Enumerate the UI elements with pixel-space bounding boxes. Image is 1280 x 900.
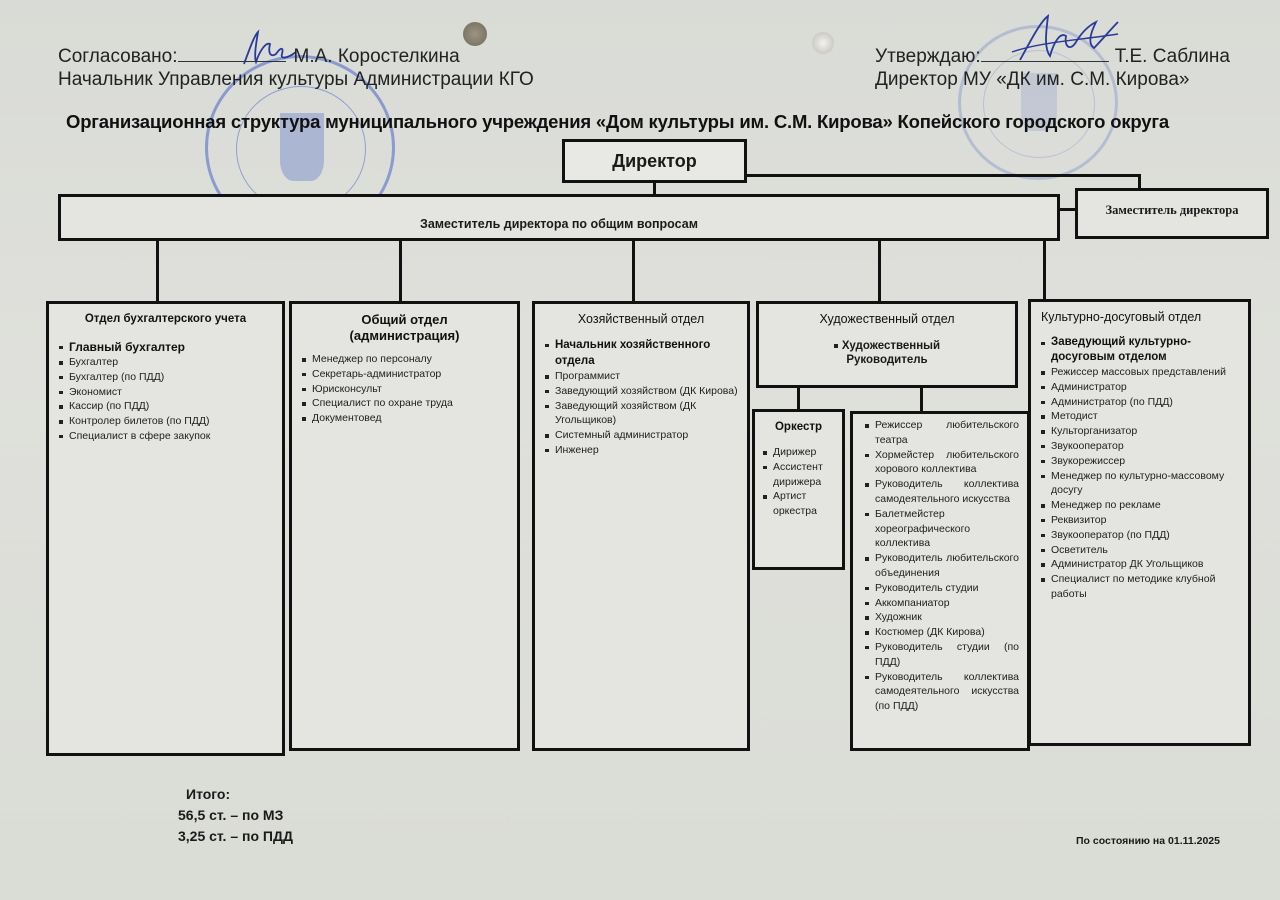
list-item: Менеджер по рекламе bbox=[1041, 498, 1242, 513]
dept-art-lead bbox=[759, 339, 1015, 367]
list-item-lead: Начальник хозяйственного отдела bbox=[545, 337, 741, 369]
connector-household bbox=[632, 241, 635, 303]
list-item: Менеджер по персоналу bbox=[302, 352, 511, 367]
punch-hole-right bbox=[812, 32, 834, 54]
list-item: Режиссер массовых представлений bbox=[1041, 365, 1242, 380]
list-item: Администратор (по ПДД) bbox=[1041, 395, 1242, 410]
approved-block bbox=[875, 46, 1230, 68]
connector-director-deputy bbox=[747, 174, 1140, 177]
connector-orchestra bbox=[797, 388, 800, 410]
dept-leisure bbox=[1028, 299, 1251, 746]
dept-accounting-title: Отдел бухгалтерского учета bbox=[84, 313, 247, 325]
subdept-orchestra-list bbox=[763, 445, 836, 519]
list-item: Балетмейстер хореографического коллектива bbox=[865, 507, 1019, 551]
list-item: Аккомпаниатор bbox=[865, 596, 1019, 611]
connector-general-deputy bbox=[1060, 208, 1076, 211]
list-item: Системный администратор bbox=[545, 428, 741, 443]
list-item: Методист bbox=[1041, 409, 1242, 424]
list-item-lead: Заведующий культурно-досуговым отделом bbox=[1041, 335, 1242, 365]
approved-position: Директор МУ «ДК им. С.М. Кирова» bbox=[875, 69, 1190, 90]
connector-accounting bbox=[156, 241, 159, 303]
list-item: Режиссер любительского театра bbox=[865, 418, 1019, 448]
agreed-label: Согласовано: bbox=[58, 46, 178, 67]
list-item: Документовед bbox=[302, 411, 511, 426]
director-box bbox=[562, 139, 747, 183]
as-of-date: По состоянию на 01.11.2025 bbox=[1076, 835, 1220, 847]
connector-general bbox=[399, 241, 402, 303]
connector-director-deputy-drop bbox=[1138, 174, 1141, 189]
connector-art bbox=[878, 241, 881, 303]
approved-signature-line bbox=[981, 61, 1109, 62]
list-item: Звукооператор (по ПДД) bbox=[1041, 528, 1242, 543]
deputy-general-label: Заместитель директора по общим вопросам bbox=[420, 217, 698, 231]
list-item: Художник bbox=[865, 610, 1019, 625]
list-item: Бухгалтер bbox=[59, 355, 276, 370]
list-item: Культорганизатор bbox=[1041, 424, 1242, 439]
list-item: Руководитель студии (по ПДД) bbox=[865, 640, 1019, 670]
totals-mz: 56,5 ст. – по МЗ bbox=[178, 807, 284, 823]
list-item: Юрисконсульт bbox=[302, 382, 511, 397]
subdept-orchestra-title: Оркестр bbox=[774, 421, 823, 433]
list-item: Реквизитор bbox=[1041, 513, 1242, 528]
list-item: Звукорежиссер bbox=[1041, 454, 1242, 469]
dept-art bbox=[756, 301, 1018, 388]
list-item: Кассир (по ПДД) bbox=[59, 399, 276, 414]
connector-leisure bbox=[1043, 241, 1046, 303]
dept-household-list bbox=[545, 337, 741, 458]
dept-art-title: Художественный отдел bbox=[819, 312, 955, 326]
deputy-box bbox=[1075, 188, 1269, 239]
totals-pdd: 3,25 ст. – по ПДД bbox=[178, 828, 293, 844]
dept-general-list bbox=[302, 352, 511, 426]
list-item: Руководитель любительского объединения bbox=[865, 551, 1019, 581]
list-item: Хормейстер любительского хорового коллектива bbox=[865, 448, 1019, 478]
dept-accounting-list bbox=[59, 339, 276, 444]
agreed-signature-line bbox=[178, 61, 286, 62]
list-item: Руководитель студии bbox=[865, 581, 1019, 596]
dept-general-title: Общий отдел (администрация) bbox=[349, 312, 460, 343]
list-item: Контролер билетов (по ПДД) bbox=[59, 414, 276, 429]
dept-leisure-title: Культурно-досуговый отдел bbox=[1041, 310, 1202, 324]
list-item: Костюмер (ДК Кирова) bbox=[865, 625, 1019, 640]
list-item: Заведующий хозяйством (ДК Угольщиков) bbox=[545, 399, 741, 429]
list-item-lead: Главный бухгалтер bbox=[59, 339, 276, 355]
list-item: Администратор ДК Угольщиков bbox=[1041, 557, 1242, 572]
connector-art-staff bbox=[920, 388, 923, 412]
dept-leisure-list bbox=[1041, 335, 1242, 602]
totals-label: Итого: bbox=[186, 786, 231, 802]
dept-household bbox=[532, 301, 750, 751]
list-item: Программист bbox=[545, 369, 741, 384]
agreed-position: Начальник Управления культуры Администрации КГО bbox=[58, 69, 534, 90]
director-label: Директор bbox=[612, 151, 697, 171]
subdept-art-staff-list bbox=[865, 418, 1019, 714]
list-item: Специалист по охране труда bbox=[302, 396, 511, 411]
list-item: Руководитель коллектива самодеятельного искусства bbox=[865, 477, 1019, 507]
deputy-general-box bbox=[58, 194, 1060, 241]
subdept-art-staff bbox=[850, 411, 1030, 751]
dept-household-title: Хозяйственный отдел bbox=[577, 312, 705, 326]
dept-accounting bbox=[46, 301, 285, 756]
deputy-label: Заместитель директора bbox=[1105, 203, 1239, 217]
totals-block bbox=[178, 784, 293, 847]
dept-general bbox=[289, 301, 520, 751]
list-item: Артист оркестра bbox=[763, 489, 836, 519]
bullet-icon bbox=[834, 344, 838, 348]
approved-label: Утверждаю: bbox=[875, 46, 981, 67]
list-item: Специалист по методике клубной работы bbox=[1041, 572, 1242, 602]
list-item: Инженер bbox=[545, 443, 741, 458]
page-title: Организационная структура муниципального учреждения «Дом культуры им. С.М. Кирова» Копейского городского округа bbox=[66, 111, 1169, 132]
list-item: Менеджер по культурно-массовому досугу bbox=[1041, 469, 1242, 499]
dept-art-lead-label: Художественный Руководитель bbox=[841, 340, 941, 366]
list-item: Специалист в сфере закупок bbox=[59, 429, 276, 444]
list-item: Экономист bbox=[59, 385, 276, 400]
list-item: Руководитель коллектива самодеятельного искусства (по ПДД) bbox=[865, 670, 1019, 714]
punch-hole-left bbox=[463, 22, 487, 46]
approved-name: Т.Е. Саблина bbox=[1114, 46, 1230, 67]
agreed-name: М.А. Коростелкина bbox=[293, 46, 460, 67]
list-item: Администратор bbox=[1041, 380, 1242, 395]
list-item: Дирижер bbox=[763, 445, 836, 460]
list-item: Секретарь-администратор bbox=[302, 367, 511, 382]
list-item: Ассистент дирижера bbox=[763, 460, 836, 490]
list-item: Заведующий хозяйством (ДК Кирова) bbox=[545, 384, 741, 399]
list-item: Бухгалтер (по ПДД) bbox=[59, 370, 276, 385]
subdept-orchestra bbox=[752, 409, 845, 570]
list-item: Звукооператор bbox=[1041, 439, 1242, 454]
agreed-block bbox=[58, 46, 460, 68]
list-item: Осветитель bbox=[1041, 543, 1242, 558]
